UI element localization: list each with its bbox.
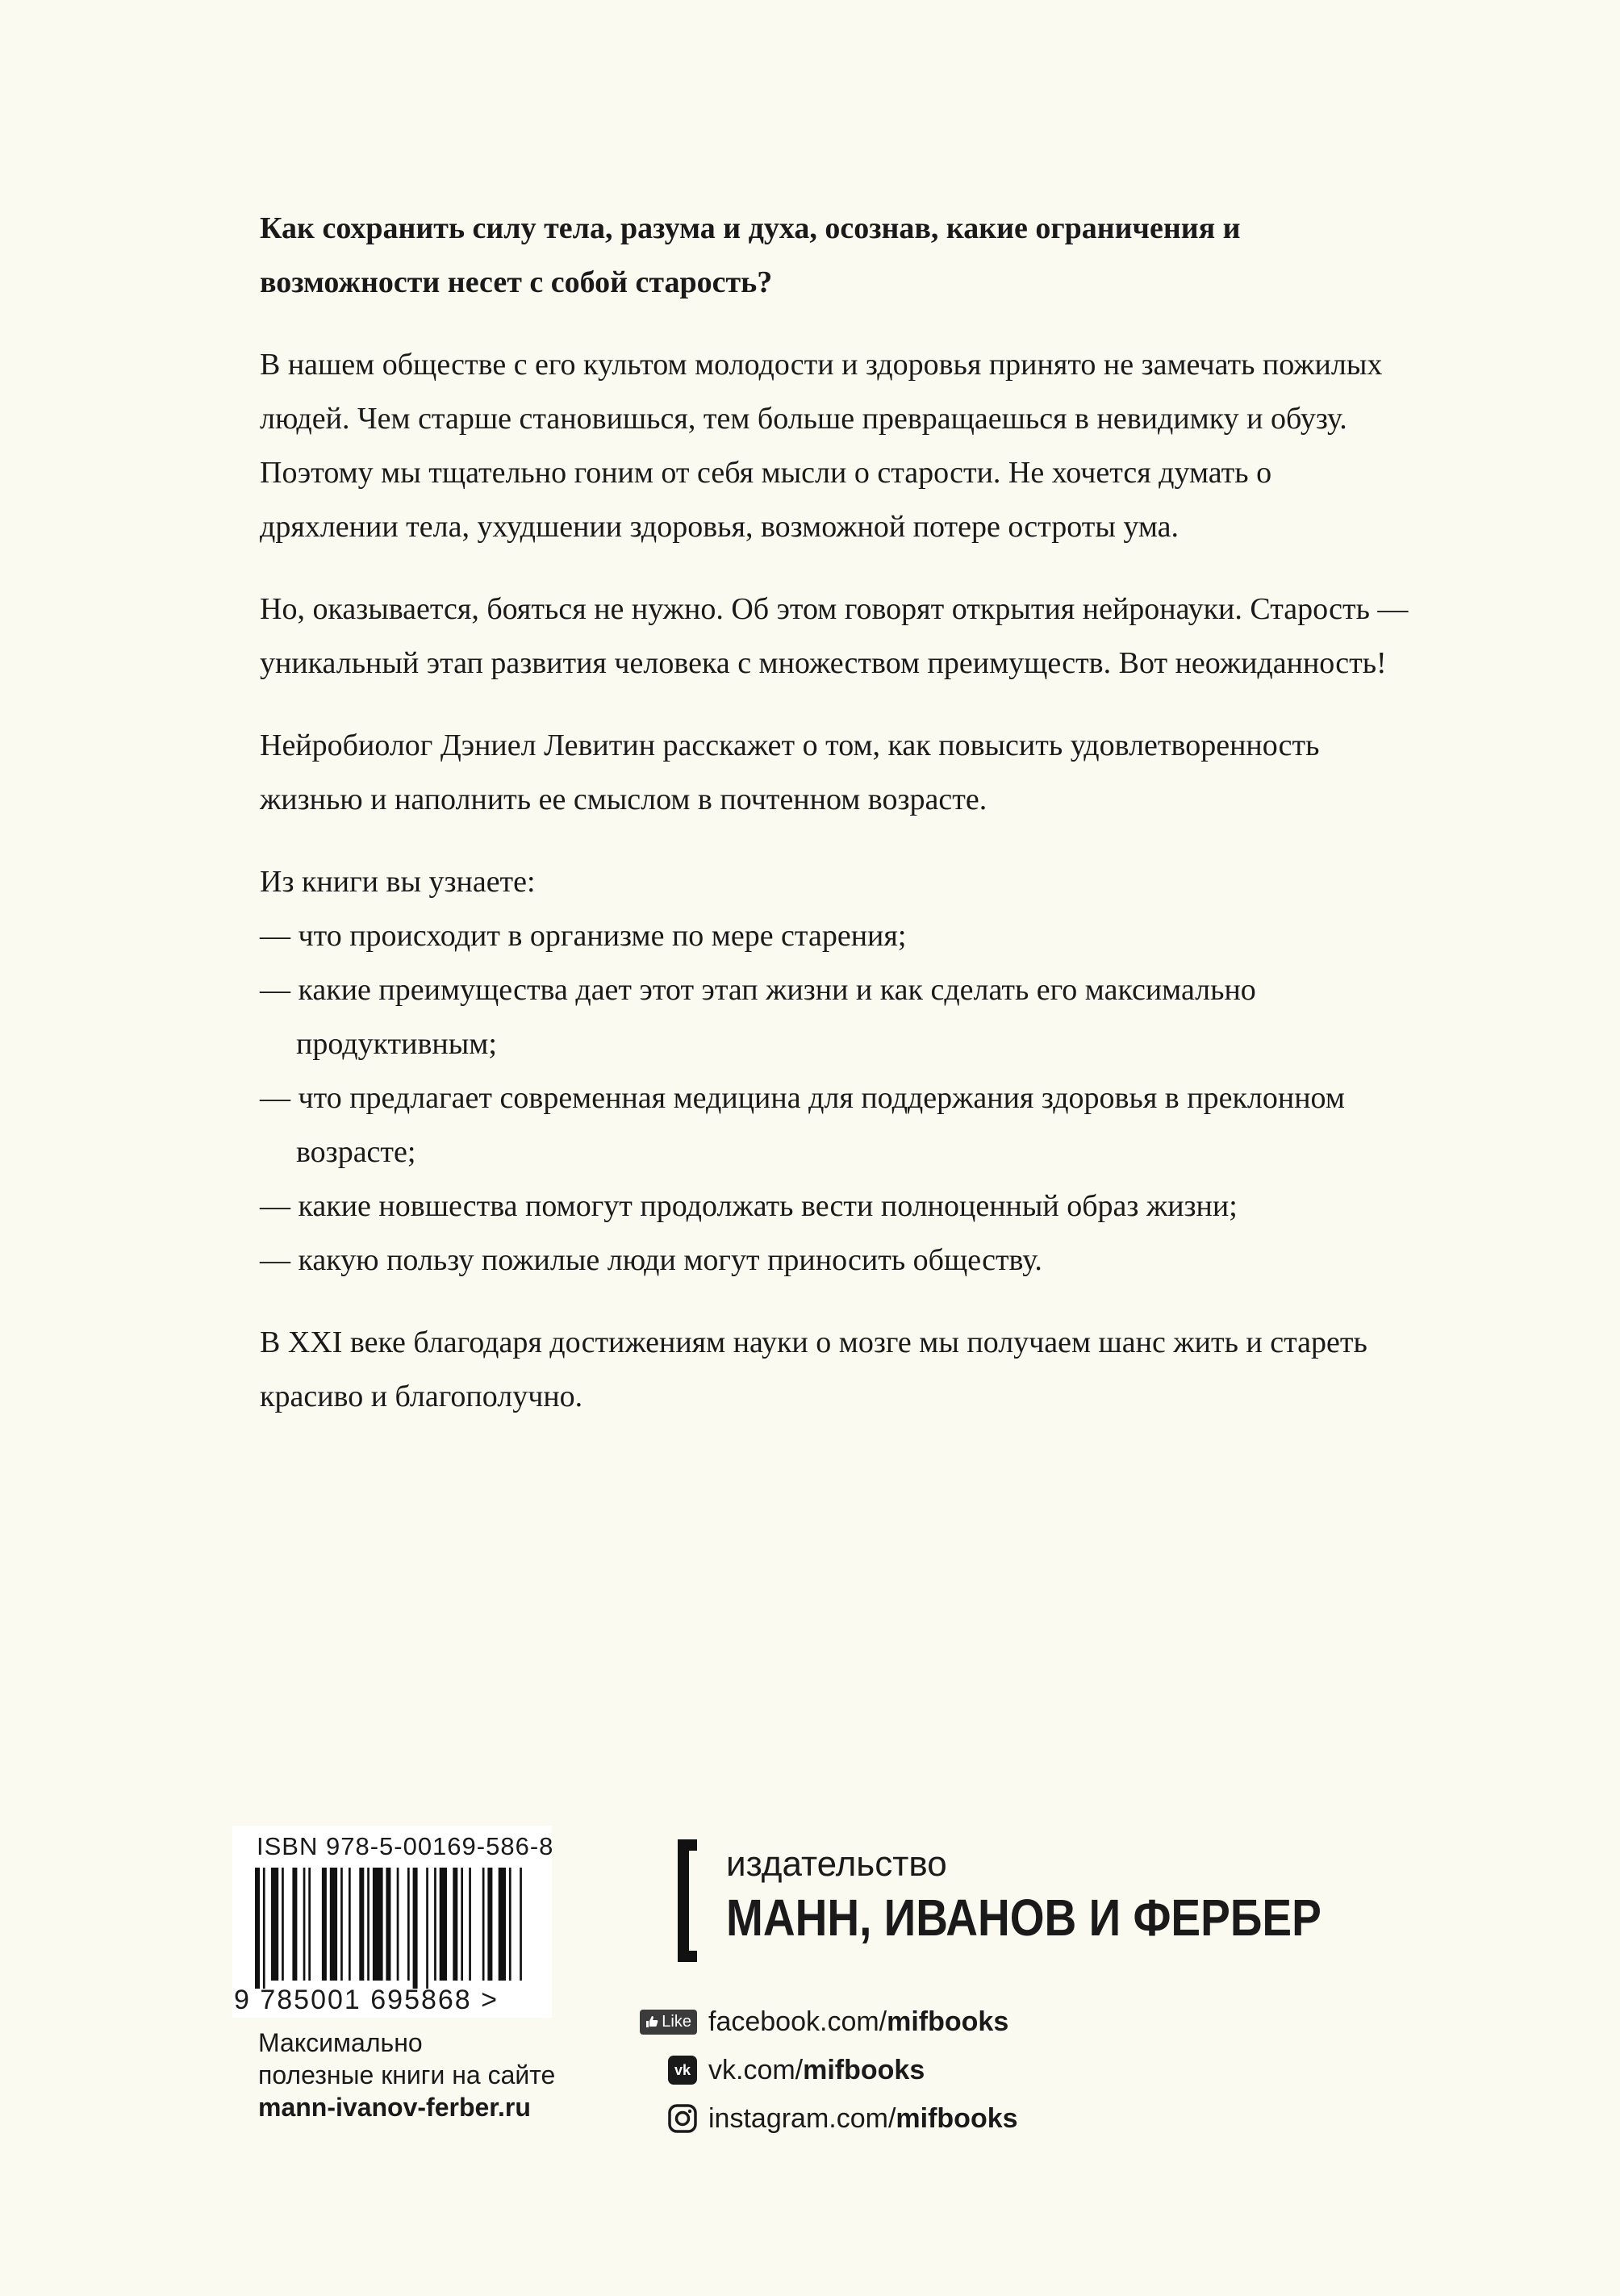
vk-icon: vk [668, 2056, 697, 2085]
like-label: Like [662, 2012, 691, 2031]
bracket-icon [678, 1839, 697, 1962]
barcode-icon [255, 1868, 529, 1989]
publisher-name: МАНН, ИВАНОВ И ФЕРБЕР [726, 1889, 1321, 1947]
publisher-label: издательство [726, 1844, 947, 1884]
list-item: — что происходит в организме по мере старения; [260, 919, 907, 953]
instagram-icon [668, 2104, 697, 2133]
site-note-line: Максимально [258, 2028, 423, 2057]
paragraph-author: Нейробиолог Дэниел Левитин расскажет о том, как повысить удовлетворенность жизнью и наполнить ее смыслом в почтенном возрасте. [260, 728, 1320, 816]
list-item: — какие новшества помогут продолжать вести полноценный образ жизни; [260, 1189, 1238, 1223]
list-item: — что предлагает современная медицина для поддержания здоровья в преклонном возрасте; [260, 1081, 1345, 1169]
facebook-link[interactable] [636, 1998, 1018, 2046]
paragraph-neuroscience: Но, оказывается, бояться не нужно. Об этом говорят открытия нейронауки. Старость — уникальный этап развития человека с множеством преимуществ. Вот неожиданность! [260, 592, 1409, 680]
barcode-digits: 9 785001 695868 > [234, 1985, 499, 2015]
instagram-handle: mifbooks [896, 2102, 1018, 2134]
facebook-like-icon [640, 2010, 697, 2035]
learn-intro: Из книги вы узнаете: [260, 865, 536, 899]
headline: Как сохранить силу тела, разума и духа, осознав, какие ограничения и возможности несет с собой старость? [260, 211, 1241, 299]
instagram-domain: instagram.com/ [708, 2102, 896, 2134]
facebook-domain: facebook.com/ [708, 2006, 887, 2037]
vk-domain: vk.com/ [708, 2054, 804, 2085]
isbn-label: ISBN 978-5-00169-586-8 [257, 1832, 554, 1860]
site-url-link[interactable]: mann-ivanov-ferber.ru [258, 2093, 531, 2122]
site-note-line: полезные книги на сайте [258, 2060, 556, 2089]
social-links [636, 1998, 1018, 2143]
facebook-handle: mifbooks [887, 2006, 1009, 2037]
list-item: — какие преимущества дает этот этап жизни и как сделать его максимально продуктивным; [260, 973, 1256, 1061]
learn-list [260, 909, 1413, 1288]
isbn-barcode [232, 1826, 552, 2018]
vk-link[interactable] [636, 2046, 1018, 2094]
list-item: — какую пользу пожилые люди могут приносить обществу. [260, 1243, 1042, 1277]
site-note [258, 2027, 555, 2123]
vk-handle: mifbooks [803, 2054, 925, 2085]
paragraph-intro: В нашем обществе с его культом молодости и здоровья принято не замечать пожилых людей. Чем старше становишься, тем больше превращаешься в невидимку и обузу. Поэтому мы тщательно гоним от себя мысли о старости. Не хочется думать о дряхлении тела, ухудшении здоровья, возможной потере остроты ума. [260, 348, 1383, 544]
paragraph-closing: В XXI веке благодаря достижениям науки о мозге мы получаем шанс жить и стареть красиво и благополучно. [260, 1325, 1367, 1413]
instagram-link[interactable] [636, 2094, 1018, 2143]
back-cover-text [260, 202, 1413, 1452]
